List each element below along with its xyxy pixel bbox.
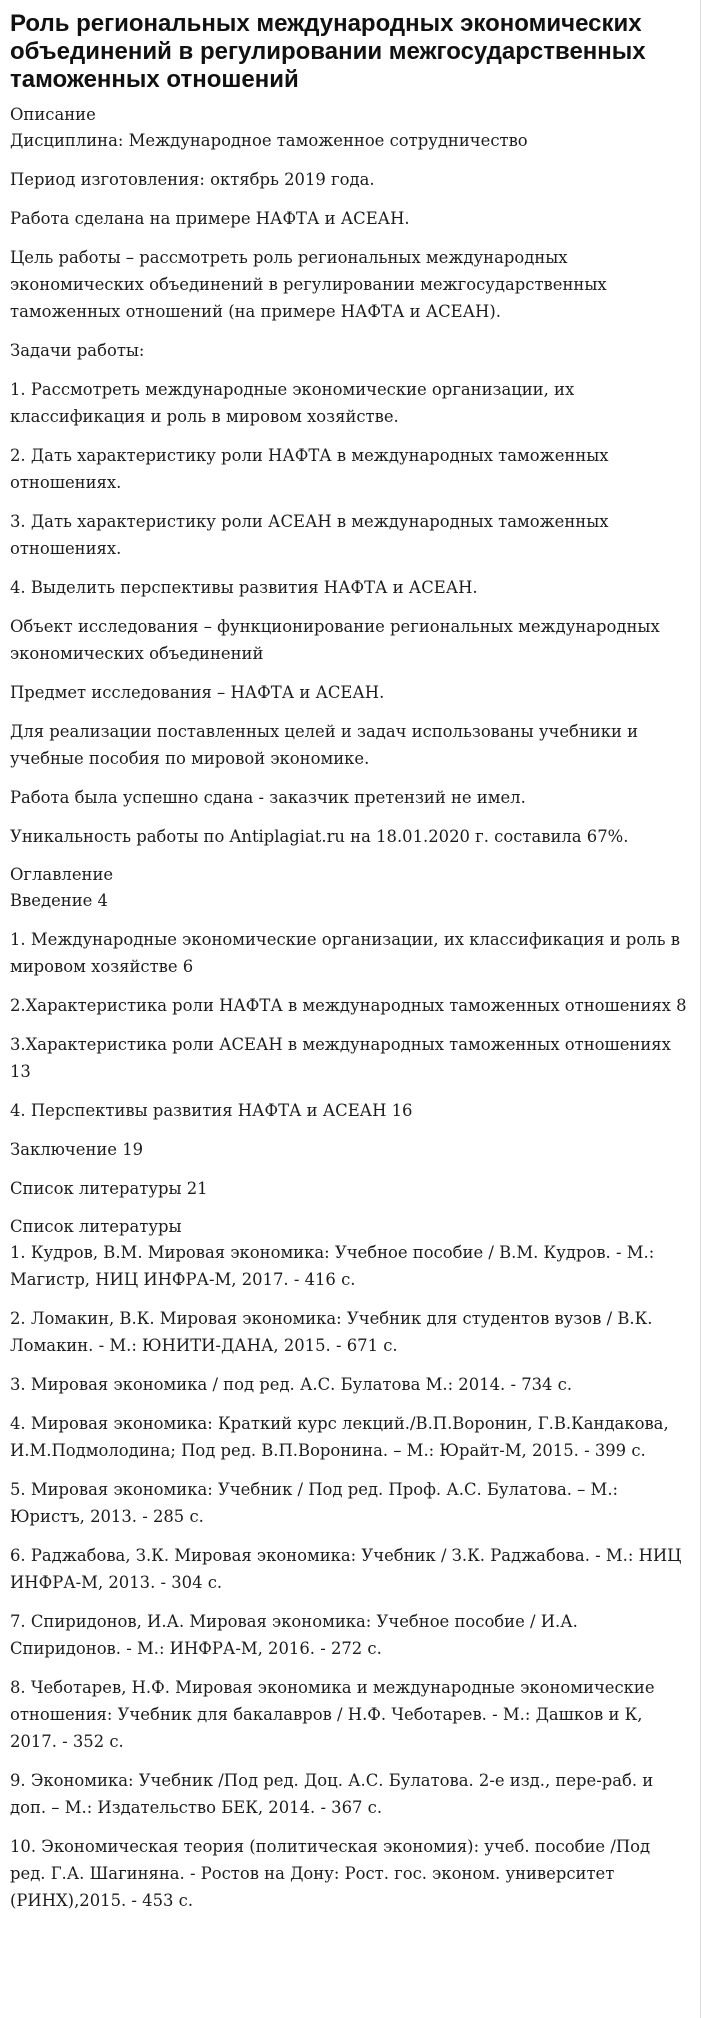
description-paragraph: Уникальность работы по Antiplagiat.ru на 18.01.2020 г. составила 67%. — [10, 827, 629, 846]
reference-item: 1. Кудров, В.М. Мировая экономика: Учебное пособие / В.М. Кудров. - М.: Магистр, НИЦ ИНФРА-М, 2017. - 416 с. — [10, 1243, 655, 1289]
reference-item: 4. Мировая экономика: Краткий курс лекций./В.П.Воронин, Г.В.Кандакова, И.М.Подмолодина; Под ред. В.П.Воронина. – М.: Юрайт-М, 2015. - 399 с. — [10, 1414, 669, 1460]
contents-item: 1. Международные экономические организации, их классификация и роль в мировом хозяйстве 6 — [10, 930, 680, 976]
contents-section — [10, 862, 690, 1202]
description-paragraph: Работа была успешно сдана - заказчик претензий не имел. — [10, 788, 526, 807]
description-paragraph: 1. Рассмотреть международные экономические организации, их классификация и роль в мировом хозяйстве. — [10, 380, 575, 426]
contents-heading: Оглавление — [10, 865, 114, 884]
description-paragraph: Работа сделана на примере НАФТА и АСЕАН. — [10, 209, 410, 228]
description-heading: Описание — [10, 105, 96, 124]
references-heading: Список литературы — [10, 1217, 182, 1236]
contents-item: Введение 4 — [10, 891, 108, 910]
reference-item: 7. Спиридонов, И.А. Мировая экономика: Учебное пособие / И.А. Спиридонов. - М.: ИНФРА-М, 2016. - 272 с. — [10, 1612, 578, 1658]
description-paragraph: Период изготовления: октябрь 2019 года. — [10, 170, 375, 189]
contents-item: 3.Характеристика роли АСЕАН в международных таможенных отношениях 13 — [10, 1035, 671, 1081]
reference-item: 9. Экономика: Учебник /Под ред. Доц. А.С. Булатова. 2-е изд., пере-раб. и доп. – М.: Издательство БЕК, 2014. - 367 с. — [10, 1771, 654, 1817]
description-paragraph: Задачи работы: — [10, 341, 145, 360]
reference-item: 8. Чеботарев, Н.Ф. Мировая экономика и международные экономические отношения: Учебник для бакалавров / Н.Ф. Чеботарев. - М.: Дашков и К, 2017. - 352 с. — [10, 1678, 655, 1751]
contents-item: 2.Характеристика роли НАФТА в международных таможенных отношениях 8 — [10, 996, 687, 1015]
description-paragraph: 2. Дать характеристику роли НАФТА в международных таможенных отношениях. — [10, 446, 609, 492]
reference-item: 10. Экономическая теория (политическая экономия): учеб. пособие /Под ред. Г.А. Шагиняна. - Ростов на Дону: Рост. гос. эконом. университет (РИНХ),2015. - 453 с. — [10, 1837, 651, 1910]
description-section — [10, 102, 690, 850]
reference-item: 2. Ломакин, В.К. Мировая экономика: Учебник для студентов вузов / В.К. Ломакин. - М.: ЮНИТИ-ДАНА, 2015. - 671 с. — [10, 1309, 653, 1355]
description-paragraph: 3. Дать характеристику роли АСЕАН в международных таможенных отношениях. — [10, 512, 609, 558]
contents-item: Заключение 19 — [10, 1140, 144, 1159]
reference-item: 6. Раджабова, З.К. Мировая экономика: Учебник / З.К. Раджабова. - М.: НИЦ ИНФРА-М, 2013. - 304 с. — [10, 1546, 682, 1592]
reference-item: 3. Мировая экономика / под ред. А.С. Булатова М.: 2014. - 734 с. — [10, 1375, 573, 1394]
contents-item: 4. Перспективы развития НАФТА и АСЕАН 16 — [10, 1101, 413, 1120]
description-paragraph: Цель работы – рассмотреть роль региональных международных экономических объединений в регулировании межгосударственных таможенных отношений (на примере НАФТА и АСЕАН). — [10, 248, 607, 321]
page-title: Роль региональных международных экономических объединений в регулировании межгосударственных таможенных отношений — [10, 10, 646, 93]
description-paragraph: Для реализации поставленных целей и задач использованы учебники и учебные пособия по мировой экономике. — [10, 722, 639, 768]
contents-item: Список литературы 21 — [10, 1179, 208, 1198]
description-paragraph: Дисциплина: Международное таможенное сотрудничество — [10, 131, 528, 150]
references-section — [10, 1214, 690, 1914]
description-paragraph: Объект исследования – функционирование региональных международных экономических объединений — [10, 617, 660, 663]
description-paragraph: 4. Выделить перспективы развития НАФТА и АСЕАН. — [10, 578, 478, 597]
reference-item: 5. Мировая экономика: Учебник / Под ред. Проф. А.С. Булатова. – М.: Юристъ, 2013. - 285 с. — [10, 1480, 619, 1526]
description-paragraph: Предмет исследования – НАФТА и АСЕАН. — [10, 683, 385, 702]
